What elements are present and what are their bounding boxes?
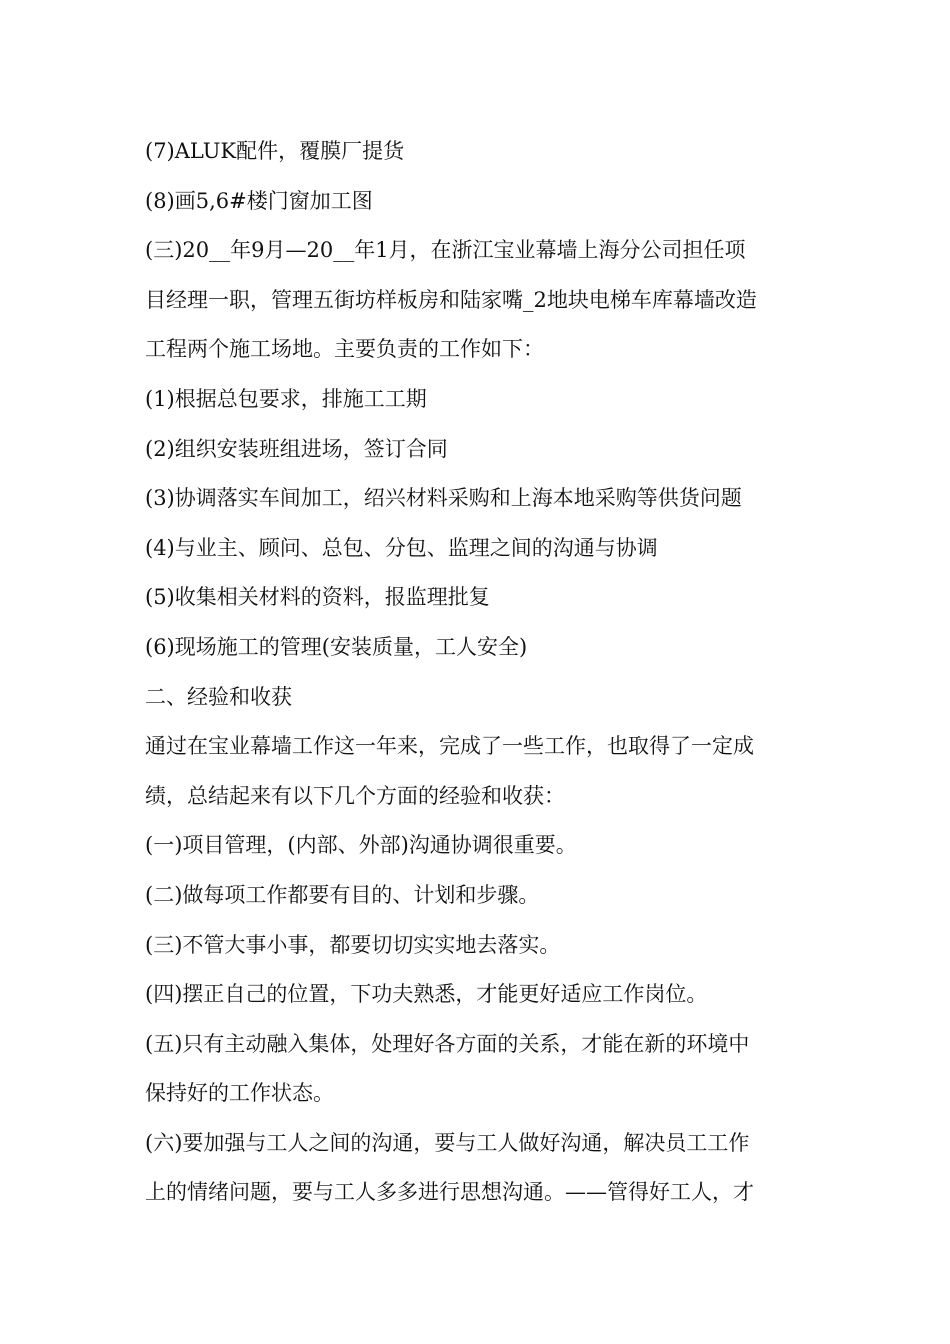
text-line: 保持好的工作状态。	[145, 1081, 334, 1106]
section-heading: 二、经验和收获	[145, 684, 292, 709]
text-line: (4)与业主、顾问、总包、分包、监理之间的沟通与协调	[145, 535, 658, 560]
text-line: (7)ALUK配件，覆膜厂提货	[145, 139, 405, 163]
text-line: 绩，总结起来有以下几个方面的经验和收获：	[145, 783, 565, 808]
text-line: (6)现场施工的管理(安装质量，工人安全)	[145, 634, 528, 659]
text-line: (六)要加强与工人之间的沟通，要与工人做好沟通，解决员工工作	[145, 1130, 750, 1155]
text-line: (三)不管大事小事，都要切切实实地去落实。	[145, 932, 561, 957]
text-line: (二)做每项工作都要有目的、计划和步骤。	[145, 882, 540, 907]
text-line: 通过在宝业幕墙工作这一年来，完成了一些工作，也取得了一定成	[145, 734, 754, 759]
text-line: 上的情绪问题，要与工人多多进行思想沟通。——管得好工人，才	[145, 1180, 754, 1205]
text-line: 工程两个施工场地。主要负责的工作如下：	[145, 337, 544, 362]
text-line: 目经理一职，管理五街坊样板房和陆家嘴_2地块电梯车库幕墙改造	[145, 287, 757, 312]
text-line: (四)摆正自己的位置，下功夫熟悉，才能更好适应工作岗位。	[145, 982, 708, 1007]
text-line: (2)组织安装班组进场，签订合同	[145, 436, 448, 461]
text-line: (5)收集相关材料的资料，报监理批复	[145, 585, 490, 610]
document-body	[145, 127, 810, 1218]
text-line: (3)协调落实车间加工，绍兴材料采购和上海本地采购等供货问题	[145, 486, 742, 511]
text-line: (8)画5,6#楼门窗加工图	[145, 188, 373, 213]
text-line: (五)只有主动融入集体，处理好各方面的关系，才能在新的环境中	[145, 1031, 750, 1056]
text-line: (一)项目管理，(内部、外部)沟通协调很重要。	[145, 833, 577, 858]
text-line: (三)20__年9月—20__年1月，在浙江宝业幕墙上海分公司担任项	[145, 238, 746, 263]
text-line: (1)根据总包要求，排施工工期	[145, 386, 427, 411]
